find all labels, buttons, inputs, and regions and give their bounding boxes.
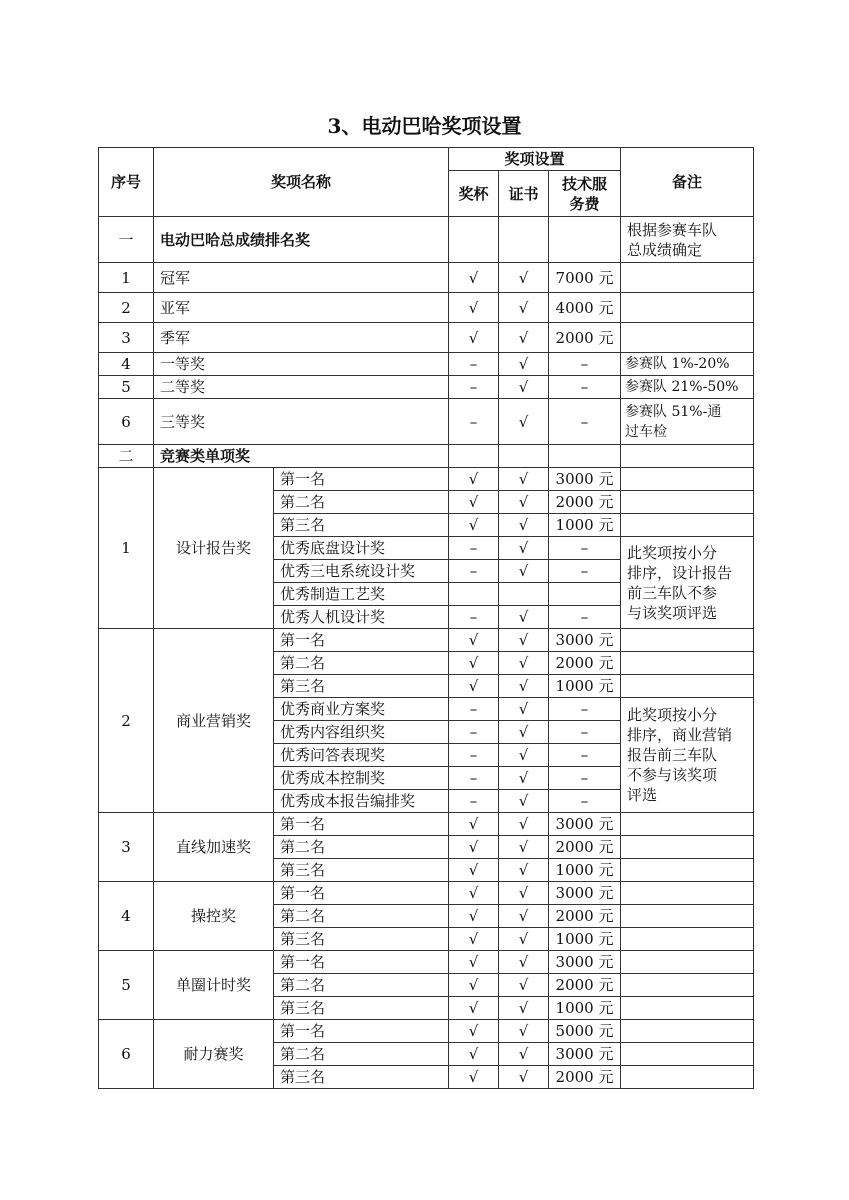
row-seq: 1 [99, 263, 154, 293]
fee-cell: – [549, 353, 621, 376]
group-name: 耐力赛奖 [154, 1020, 274, 1089]
header-row [99, 148, 754, 171]
row-seq: 4 [99, 353, 154, 376]
cert-mark: √ [499, 951, 549, 974]
cert-mark: √ [499, 790, 549, 813]
cert-mark: √ [499, 353, 549, 376]
fee-cell: – [549, 698, 621, 721]
empty-cell [621, 445, 754, 468]
fee-cell: 4000 元 [549, 293, 621, 323]
trophy-mark: √ [449, 951, 499, 974]
remark-cell [621, 468, 754, 491]
item-label: 第二名 [274, 905, 449, 928]
trophy-mark: √ [449, 468, 499, 491]
cert-mark: √ [499, 836, 549, 859]
cert-mark: √ [499, 721, 549, 744]
fee-cell: – [549, 790, 621, 813]
item-label: 优秀成本报告编排奖 [274, 790, 449, 813]
cert-mark: √ [499, 698, 549, 721]
trophy-mark: – [449, 698, 499, 721]
trophy-mark: – [449, 744, 499, 767]
note-line: 评选 [627, 786, 658, 804]
cert-mark: √ [499, 882, 549, 905]
cert-mark: √ [499, 1020, 549, 1043]
row-name: 一等奖 [154, 353, 449, 376]
note-line: 此奖项按小分 [627, 543, 718, 562]
item-label: 第二名 [274, 491, 449, 514]
fee-cell: 3000 元 [549, 951, 621, 974]
fee-cell: – [549, 560, 621, 583]
fee-cell: – [549, 537, 621, 560]
item-label: 第三名 [274, 928, 449, 951]
trophy-mark: √ [449, 491, 499, 514]
remark-cell [621, 836, 754, 859]
remark-cell [621, 1020, 754, 1043]
cert-mark: √ [499, 560, 549, 583]
header-fee-line2: 务费 [569, 194, 600, 213]
group-name: 商业营销奖 [154, 629, 274, 813]
cert-mark: √ [499, 491, 549, 514]
fee-cell: – [549, 399, 621, 445]
cert-mark: √ [499, 629, 549, 652]
cert-mark: √ [499, 293, 549, 323]
section-row-2 [99, 445, 754, 468]
section-row-1 [99, 217, 754, 263]
trophy-mark: √ [449, 997, 499, 1020]
fee-cell: 2000 元 [549, 905, 621, 928]
fee-cell: 1000 元 [549, 997, 621, 1020]
note-line: 报告前三车队 [627, 746, 718, 764]
cert-mark: √ [499, 537, 549, 560]
group-seq: 1 [99, 468, 154, 629]
item-label: 第三名 [274, 997, 449, 1020]
group-seq: 5 [99, 951, 154, 1020]
trophy-mark: √ [449, 652, 499, 675]
fee-cell: 1000 元 [549, 514, 621, 537]
table-row [99, 1020, 754, 1043]
group-seq: 3 [99, 813, 154, 882]
fee-cell: 3000 元 [549, 629, 621, 652]
remark-cell [621, 675, 754, 698]
fee-cell: – [549, 721, 621, 744]
header-certificate: 证书 [499, 171, 549, 217]
remark-cell [621, 997, 754, 1020]
fee-cell: 5000 元 [549, 1020, 621, 1043]
trophy-mark: √ [449, 1066, 499, 1089]
table-row [99, 399, 754, 445]
group-name: 操控奖 [154, 882, 274, 951]
row-name: 季军 [154, 323, 449, 353]
fee-cell: – [549, 767, 621, 790]
item-label: 优秀内容组织奖 [274, 721, 449, 744]
trophy-mark [449, 583, 499, 606]
fee-cell: 1000 元 [549, 928, 621, 951]
fee-cell: 2000 元 [549, 491, 621, 514]
table-row [99, 629, 754, 652]
group-note [621, 537, 754, 629]
empty-cell [499, 217, 549, 263]
fee-cell: – [549, 376, 621, 399]
cert-mark: √ [499, 905, 549, 928]
item-label: 优秀问答表现奖 [274, 744, 449, 767]
trophy-mark: √ [449, 675, 499, 698]
cert-mark: √ [499, 675, 549, 698]
awards-table [98, 147, 754, 1089]
item-label: 第三名 [274, 514, 449, 537]
fee-cell: – [549, 744, 621, 767]
cert-mark: √ [499, 514, 549, 537]
group-note [621, 698, 754, 813]
remark-cell [621, 217, 754, 263]
remark-cell [621, 399, 754, 445]
note-line: 排序，商业营销 [627, 726, 733, 744]
row-seq: 3 [99, 323, 154, 353]
fee-cell: 2000 元 [549, 323, 621, 353]
table-row [99, 376, 754, 399]
remark-line: 根据参赛车队 [627, 220, 718, 239]
trophy-mark: √ [449, 293, 499, 323]
row-name: 二等奖 [154, 376, 449, 399]
fee-cell: 2000 元 [549, 1066, 621, 1089]
cert-mark: √ [499, 974, 549, 997]
trophy-mark: – [449, 537, 499, 560]
trophy-mark: √ [449, 882, 499, 905]
header-fee-line1: 技术服 [562, 174, 608, 193]
remark-cell [621, 882, 754, 905]
cert-mark: √ [499, 652, 549, 675]
group-seq: 4 [99, 882, 154, 951]
empty-cell [499, 445, 549, 468]
item-label: 第二名 [274, 836, 449, 859]
remark-cell [621, 491, 754, 514]
note-line: 排序，设计报告 [627, 563, 733, 582]
fee-cell: 1000 元 [549, 859, 621, 882]
item-label: 第一名 [274, 882, 449, 905]
item-label: 优秀成本控制奖 [274, 767, 449, 790]
item-label: 第一名 [274, 629, 449, 652]
remark-line: 总成绩确定 [627, 240, 703, 259]
note-line: 此奖项按小分 [627, 706, 718, 724]
table-row [99, 293, 754, 323]
fee-cell: 1000 元 [549, 675, 621, 698]
remark-cell [621, 323, 754, 353]
trophy-mark: – [449, 790, 499, 813]
fee-cell: 3000 元 [549, 468, 621, 491]
header-name: 奖项名称 [154, 148, 449, 217]
item-label: 第二名 [274, 652, 449, 675]
cert-mark: √ [499, 1066, 549, 1089]
item-label: 第三名 [274, 675, 449, 698]
section-title: 电动巴哈总成绩排名奖 [154, 217, 449, 263]
table-row [99, 951, 754, 974]
remark-cell [621, 859, 754, 882]
remark-cell [621, 1043, 754, 1066]
group-name: 设计报告奖 [154, 468, 274, 629]
remark-cell [621, 905, 754, 928]
item-label: 优秀人机设计奖 [274, 606, 449, 629]
group-seq: 6 [99, 1020, 154, 1089]
header-seq: 序号 [99, 148, 154, 217]
trophy-mark: √ [449, 974, 499, 997]
note-line: 与该奖项评选 [627, 603, 718, 622]
trophy-mark: √ [449, 514, 499, 537]
trophy-mark: – [449, 767, 499, 790]
note-line: 前三车队不参 [627, 583, 718, 602]
cert-mark: √ [499, 1043, 549, 1066]
item-label: 优秀三电系统设计奖 [274, 560, 449, 583]
trophy-mark: √ [449, 1043, 499, 1066]
remark-cell [621, 514, 754, 537]
remark-cell: 参赛队 21%-50% [621, 376, 754, 399]
remark-cell [621, 629, 754, 652]
empty-cell [549, 217, 621, 263]
table-row [99, 353, 754, 376]
section-title: 竞赛类单项奖 [154, 445, 449, 468]
trophy-mark: √ [449, 813, 499, 836]
item-label: 优秀底盘设计奖 [274, 537, 449, 560]
section-seq: 二 [99, 445, 154, 468]
fee-cell: 3000 元 [549, 1043, 621, 1066]
cert-mark: √ [499, 744, 549, 767]
cert-mark: √ [499, 859, 549, 882]
group-name: 直线加速奖 [154, 813, 274, 882]
trophy-mark: – [449, 399, 499, 445]
header-remark: 备注 [621, 148, 754, 217]
empty-cell [449, 217, 499, 263]
trophy-mark: √ [449, 859, 499, 882]
table-row [99, 323, 754, 353]
item-label: 第二名 [274, 974, 449, 997]
fee-cell: 2000 元 [549, 652, 621, 675]
cert-mark: √ [499, 767, 549, 790]
remark-cell [621, 951, 754, 974]
remark-line: 参赛队 51%-通 [625, 403, 722, 420]
table-row [99, 468, 754, 491]
header-trophy: 奖杯 [449, 171, 499, 217]
page-title: 3、电动巴哈奖项设置 [327, 114, 522, 138]
trophy-mark: – [449, 721, 499, 744]
note-line: 不参与该奖项 [627, 766, 718, 784]
item-label: 第一名 [274, 1020, 449, 1043]
trophy-mark: – [449, 376, 499, 399]
cert-mark: √ [499, 928, 549, 951]
remark-cell [621, 1066, 754, 1089]
section-seq: 一 [99, 217, 154, 263]
item-label: 第一名 [274, 813, 449, 836]
trophy-mark: – [449, 606, 499, 629]
empty-cell [549, 445, 621, 468]
fee-cell: 3000 元 [549, 813, 621, 836]
row-seq: 6 [99, 399, 154, 445]
item-label: 第三名 [274, 859, 449, 882]
group-seq: 2 [99, 629, 154, 813]
cert-mark: √ [499, 997, 549, 1020]
remark-cell [621, 928, 754, 951]
empty-cell [449, 445, 499, 468]
trophy-mark: √ [449, 629, 499, 652]
trophy-mark: √ [449, 323, 499, 353]
item-label: 优秀制造工艺奖 [274, 583, 449, 606]
trophy-mark: – [449, 353, 499, 376]
trophy-mark: √ [449, 836, 499, 859]
row-name: 亚军 [154, 293, 449, 323]
cert-mark: √ [499, 263, 549, 293]
group-name: 单圈计时奖 [154, 951, 274, 1020]
remark-cell [621, 974, 754, 997]
table-row [99, 263, 754, 293]
row-seq: 5 [99, 376, 154, 399]
cert-mark [499, 583, 549, 606]
trophy-mark: – [449, 560, 499, 583]
fee-cell: 3000 元 [549, 882, 621, 905]
cert-mark: √ [499, 323, 549, 353]
table-row [99, 882, 754, 905]
item-label: 第一名 [274, 951, 449, 974]
row-name: 三等奖 [154, 399, 449, 445]
remark-line: 过车检 [625, 423, 668, 440]
fee-cell: 7000 元 [549, 263, 621, 293]
header-setting: 奖项设置 [449, 148, 621, 171]
fee-cell: 2000 元 [549, 974, 621, 997]
trophy-mark: √ [449, 1020, 499, 1043]
table-row [99, 813, 754, 836]
remark-cell: 参赛队 1%-20% [621, 353, 754, 376]
remark-cell [621, 293, 754, 323]
fee-cell: 2000 元 [549, 836, 621, 859]
cert-mark: √ [499, 468, 549, 491]
cert-mark: √ [499, 376, 549, 399]
row-name: 冠军 [154, 263, 449, 293]
row-seq: 2 [99, 293, 154, 323]
item-label: 优秀商业方案奖 [274, 698, 449, 721]
fee-cell: – [549, 606, 621, 629]
trophy-mark: √ [449, 905, 499, 928]
remark-cell [621, 813, 754, 836]
item-label: 第三名 [274, 1066, 449, 1089]
header-fee [549, 171, 621, 217]
item-label: 第一名 [274, 468, 449, 491]
remark-cell [621, 652, 754, 675]
trophy-mark: √ [449, 928, 499, 951]
cert-mark: √ [499, 399, 549, 445]
fee-cell [549, 583, 621, 606]
cert-mark: √ [499, 813, 549, 836]
item-label: 第二名 [274, 1043, 449, 1066]
cert-mark: √ [499, 606, 549, 629]
trophy-mark: √ [449, 263, 499, 293]
remark-cell [621, 263, 754, 293]
